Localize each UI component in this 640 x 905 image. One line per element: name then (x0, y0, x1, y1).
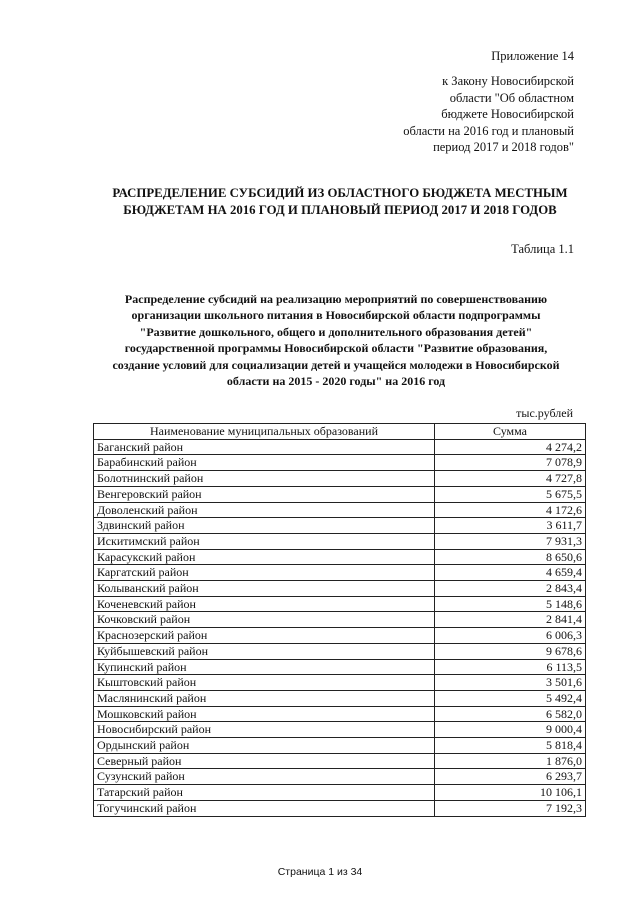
table-subtitle: Распределение субсидий на реализацию мероприятий по совершенствованию организации школьного питания в Новосибирской области подпрограммы "Развитие дошкольного, общего и дополнительного образования детей" государственной программы Новосибирской области "Развитие образования, создание условий для социализации детей и учащейся молодежи в Новосибирской области на 2015 - 2020 годы" на 2016 год (112, 292, 560, 389)
subsidy-sum: 5 818,4 (435, 738, 586, 754)
subsidy-sum: 8 650,6 (435, 549, 586, 565)
table-row (94, 471, 586, 487)
subsidy-sum: 10 106,1 (435, 785, 586, 801)
municipality-name: Колыванский район (94, 581, 435, 597)
municipality-name: Северный район (94, 753, 435, 769)
subsidy-sum: 5 148,6 (435, 596, 586, 612)
table-row (94, 533, 586, 549)
subsidy-sum: 6 113,5 (435, 659, 586, 675)
municipality-name: Венгеровский район (94, 486, 435, 502)
table-row (94, 785, 586, 801)
subsidy-sum: 3 501,6 (435, 675, 586, 691)
subsidy-sum: 2 843,4 (435, 581, 586, 597)
municipality-name: Барабинский район (94, 455, 435, 471)
subsidy-sum: 5 492,4 (435, 690, 586, 706)
municipality-name: Кочковский район (94, 612, 435, 628)
subsidy-sum: 7 078,9 (435, 455, 586, 471)
subsidy-sum: 9 000,4 (435, 722, 586, 738)
table-row (94, 596, 586, 612)
header-municipality: Наименование муниципальных образований (94, 424, 435, 440)
municipality-name: Коченевский район (94, 596, 435, 612)
table-row (94, 549, 586, 565)
subsidy-sum: 9 678,6 (435, 643, 586, 659)
table-row (94, 722, 586, 738)
municipality-name: Кыштовский район (94, 675, 435, 691)
table-row (94, 738, 586, 754)
subsidy-sum: 7 192,3 (435, 800, 586, 816)
table-row (94, 581, 586, 597)
table-row (94, 439, 586, 455)
table-row (94, 518, 586, 534)
municipality-name: Здвинский район (94, 518, 435, 534)
municipality-name: Искитимский район (94, 533, 435, 549)
municipality-name: Сузунский район (94, 769, 435, 785)
subsidy-sum: 7 931,3 (435, 533, 586, 549)
table-row (94, 502, 586, 518)
table-header-row (94, 424, 586, 440)
subsidy-sum: 5 675,5 (435, 486, 586, 502)
municipality-name: Мошковский район (94, 706, 435, 722)
subsidy-sum: 1 876,0 (435, 753, 586, 769)
units-label: тыс.рублей (516, 406, 573, 420)
subsidy-sum: 3 611,7 (435, 518, 586, 534)
subsidy-sum: 2 841,4 (435, 612, 586, 628)
table-row (94, 455, 586, 471)
municipality-name: Краснозерский район (94, 628, 435, 644)
subsidy-sum: 4 172,6 (435, 502, 586, 518)
municipality-name: Карасукский район (94, 549, 435, 565)
subsidy-sum: 4 274,2 (435, 439, 586, 455)
law-reference: к Закону Новосибирской области "Об областном бюджете Новосибирской области на 2016 год и плановый период 2017 и 2018 годов" (403, 74, 574, 154)
page-footer: Страница 1 из 34 (277, 866, 363, 878)
municipality-name: Татарский район (94, 785, 435, 801)
appendix-label: Приложение 14 (491, 49, 574, 63)
table-row (94, 690, 586, 706)
table-row (94, 612, 586, 628)
table-row (94, 769, 586, 785)
municipality-name: Маслянинский район (94, 690, 435, 706)
table-row (94, 486, 586, 502)
table-row (94, 565, 586, 581)
table-number: Таблица 1.1 (511, 242, 574, 256)
subsidy-sum: 4 659,4 (435, 565, 586, 581)
table-row (94, 706, 586, 722)
municipality-name: Новосибирский район (94, 722, 435, 738)
municipality-name: Доволенский район (94, 502, 435, 518)
municipality-name: Куйбышевский район (94, 643, 435, 659)
subsidy-sum: 4 727,8 (435, 471, 586, 487)
table-row (94, 753, 586, 769)
municipality-name: Болотнинский район (94, 471, 435, 487)
table-row (94, 628, 586, 644)
table-row (94, 659, 586, 675)
municipality-name: Баганский район (94, 439, 435, 455)
document-title: РАСПРЕДЕЛЕНИЕ СУБСИДИЙ ИЗ ОБЛАСТНОГО БЮДЖЕТА МЕСТНЫМ БЮДЖЕТАМ НА 2016 ГОД И ПЛАНОВЫЙ ПЕРИОД 2017 И 2018 ГОДОВ (112, 186, 568, 217)
municipality-name: Тогучинский район (94, 800, 435, 816)
table-row (94, 800, 586, 816)
municipality-name: Ордынский район (94, 738, 435, 754)
table-row (94, 643, 586, 659)
header-sum: Сумма (435, 424, 586, 440)
municipality-name: Каргатский район (94, 565, 435, 581)
subsidy-sum: 6 006,3 (435, 628, 586, 644)
subsidy-table (93, 423, 586, 817)
subsidy-sum: 6 582,0 (435, 706, 586, 722)
table-row (94, 675, 586, 691)
subsidy-sum: 6 293,7 (435, 769, 586, 785)
municipality-name: Купинский район (94, 659, 435, 675)
